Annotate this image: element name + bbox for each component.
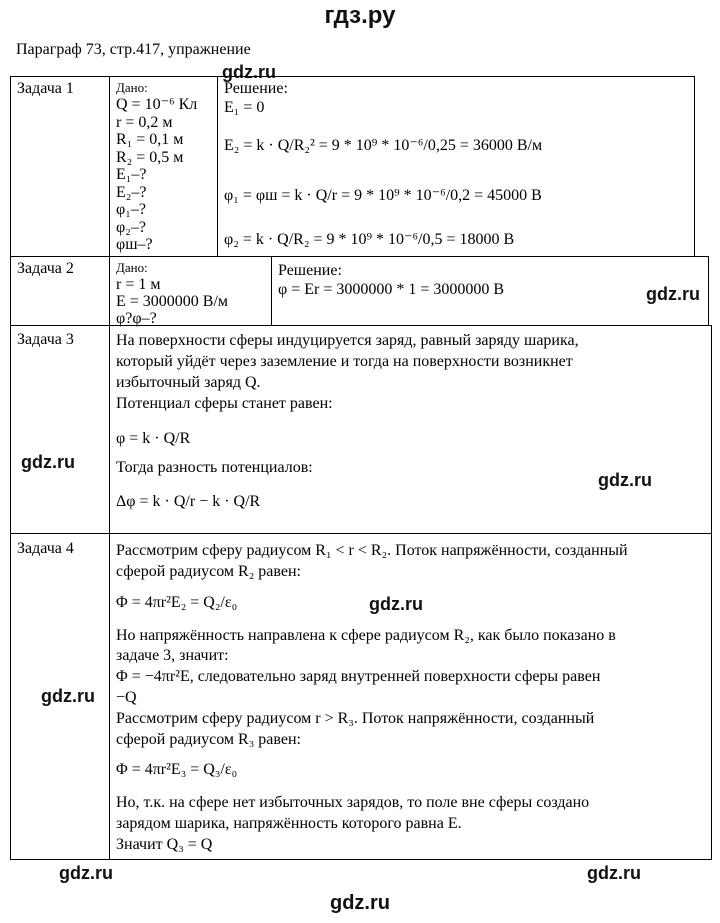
task1-given-title: Дано: xyxy=(116,80,148,95)
task1-solution-line: φ₁ = φш = k · Q/r = 9 * 10⁹ * 10⁻⁶/0,2 = 45000 В xyxy=(224,187,542,204)
task3-label-cell xyxy=(10,325,110,534)
task1-label-cell xyxy=(10,76,110,257)
task1-solution-title: Решение: xyxy=(224,80,288,97)
watermark: gdz.ru xyxy=(222,62,276,82)
task4-line: Значит Q₃ = Q xyxy=(116,836,213,853)
task3-formula: φ = k · Q/R xyxy=(116,430,191,447)
given-item: φ₁–? xyxy=(116,201,146,218)
task4-line: −Q xyxy=(116,689,137,706)
task2-given-list xyxy=(116,276,228,327)
task1-solution-cell xyxy=(217,76,695,257)
task1-solution-line: E₁ = 0 xyxy=(224,99,265,116)
task2-solution-line: φ = Er = 3000000 * 1 = 3000000 В xyxy=(278,281,505,298)
watermark: gdz.ru xyxy=(59,863,113,883)
given-item: R₁ = 0,1 м xyxy=(116,131,184,148)
task3-formula: Δφ = k · Q/r − k · Q/R xyxy=(116,493,261,510)
given-item: r = 1 м xyxy=(116,276,161,293)
site-header: гдз.ру xyxy=(324,2,396,29)
given-item: R₂ = 0,5 м xyxy=(116,148,184,166)
task4-line: Но, т.к. на сфере нет избыточных зарядов, то поле вне сферы создано xyxy=(116,794,590,811)
task2-given-title: Дано: xyxy=(116,260,148,275)
task4-line: Но напряжённость направлена к сфере радиусом R₂, как было показано в xyxy=(116,627,616,644)
task4-line: задаче 3, значит: xyxy=(116,647,229,664)
task4-line: сферой радиусом R₃ равен: xyxy=(116,731,301,748)
given-item: Q = 10⁻⁶ Кл xyxy=(116,96,198,113)
task2-label: Задача 2 xyxy=(17,260,74,277)
task1-given-list xyxy=(116,96,197,254)
watermark: gdz.ru xyxy=(21,452,75,472)
task4-line: зарядом шарика, напряжённость которого равна E. xyxy=(116,815,462,832)
given-item: r = 0,2 м xyxy=(116,113,173,131)
given-item: E₂–? xyxy=(116,183,147,201)
footer-watermark: gdz.ru xyxy=(330,892,390,914)
task3-content-cell xyxy=(109,325,712,534)
given-item: E = 3000000 В/м xyxy=(116,293,229,310)
task4-line: сферой радиусом R₂ равен: xyxy=(116,563,301,580)
task1-solution-line: E₂ = k · Q/R₂² = 9 * 10⁹ * 10⁻⁶/0,25 = 36000 В/м xyxy=(224,137,543,154)
watermark: gdz.ru xyxy=(646,284,700,304)
task3-label: Задача 3 xyxy=(17,331,74,348)
task4-formula: Φ = 4πr²E₃ = Q₃/ε₀ xyxy=(116,761,238,778)
task2-given-cell xyxy=(109,256,272,326)
task3-line: На поверхности сферы индуцируется заряд, равный заряду шарика, xyxy=(116,332,579,349)
given-item: φ?φ–? xyxy=(116,310,157,327)
watermark: gdz.ru xyxy=(598,470,652,490)
watermark: gdz.ru xyxy=(41,686,95,706)
task4-line: Рассмотрим сферу радиусом r > R₃. Поток напряжённости, созданный xyxy=(116,710,595,727)
watermark: gdz.ru xyxy=(587,863,641,883)
task3-line: который уйдёт через заземление и тогда на поверхности возникнет xyxy=(116,353,573,370)
task4-content-cell xyxy=(109,533,712,860)
task4-label: Задача 4 xyxy=(17,540,74,557)
task4-line: Φ = −4πr²E, следовательно заряд внутренней поверхности сферы равен xyxy=(116,668,601,685)
given-item: φш–? xyxy=(116,236,153,253)
task2-label-cell xyxy=(10,256,110,326)
task3-line: Потенциал сферы станет равен: xyxy=(116,395,333,412)
page-subtitle: Параграф 73, стр.417, упражнение xyxy=(16,41,251,58)
task1-solution-line: φ₂ = k · Q/R₂ = 9 * 10⁹ * 10⁻⁶/0,5 = 18000 В xyxy=(224,231,515,248)
task3-line: Тогда разность потенциалов: xyxy=(116,459,313,476)
given-item: E₁–? xyxy=(116,166,147,183)
task2-solution-cell xyxy=(271,256,709,326)
task2-solution-title: Решение: xyxy=(278,262,342,279)
task1-given-cell xyxy=(109,76,218,257)
given-item: φ₂–? xyxy=(116,218,146,236)
task4-line: Рассмотрим сферу радиусом R₁ < r < R₂. Поток напряжённости, созданный xyxy=(116,542,628,559)
task3-line: избыточный заряд Q. xyxy=(116,374,261,391)
task4-formula: Φ = 4πr²E₂ = Q₂/ε₀ xyxy=(116,594,238,611)
task1-label: Задача 1 xyxy=(17,80,74,97)
watermark: gdz.ru xyxy=(369,594,423,614)
